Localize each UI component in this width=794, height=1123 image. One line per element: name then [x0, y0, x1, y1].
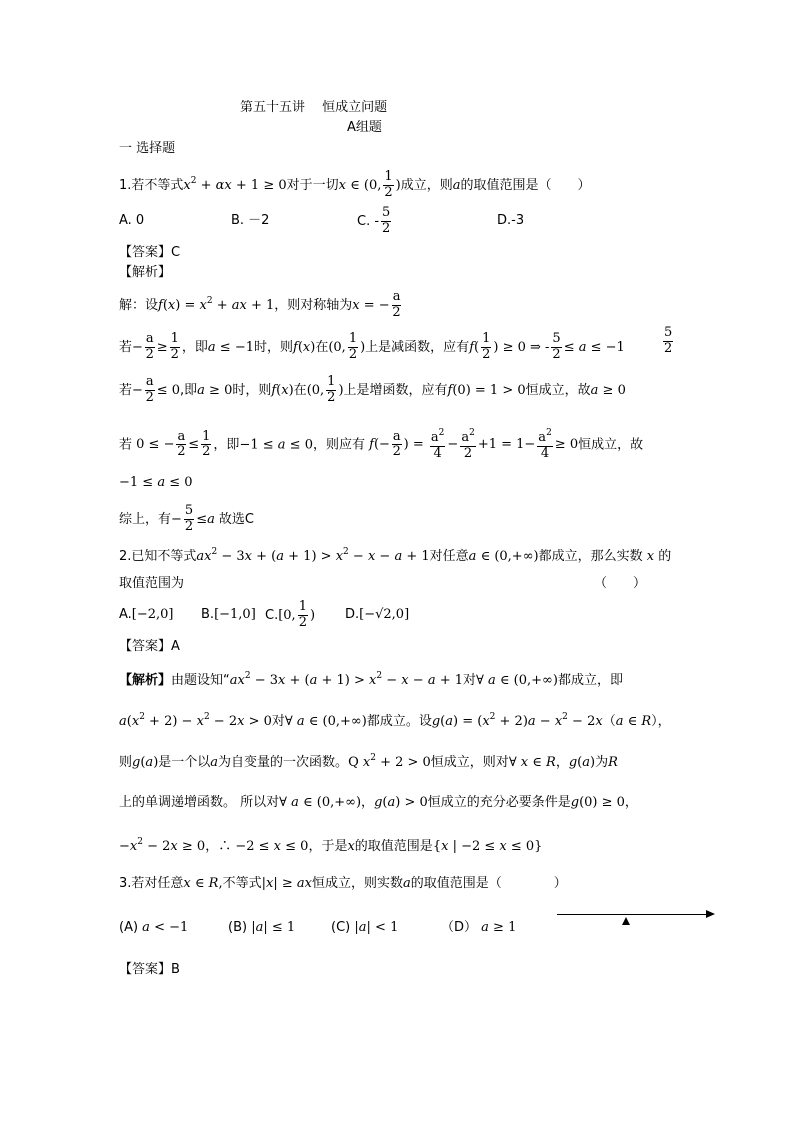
- q1-option-d: D.-3: [497, 213, 525, 228]
- q2-answer: 【答案】A: [119, 639, 180, 654]
- q2-option-b: B.[−1,0]: [201, 607, 256, 622]
- q2-analysis-line5: $-x^2 - 2x \ge 0$，∴ −2 ≤ x ≤ 0，于是x的取值范围是{x | −2 ≤ x ≤ 0}: [119, 837, 543, 854]
- q2-option-c: C.[0, $\frac{1}{2}$ ): [265, 599, 316, 630]
- q1-case-2: 若− $\frac{a}{2}$ ≤ 0,即a ≥ 0时，则f(x)在(0, $\frac{1}{2}$ )上是增函数，应有f(0) = 1 > 0恒成立，故a ≥ 0: [119, 374, 626, 405]
- q3-option-c: (C) |a| < 1: [331, 920, 399, 935]
- q3-stem: 3.若对任意x ∈ R,不等式|x| ≥ ax恒成立，则实数a的取值范围是（ ）: [119, 876, 567, 891]
- page-subtitle: A组题: [347, 120, 382, 135]
- q1-case-3: 若 0 ≤ − $\frac{a}{2}$ ≤ $\frac{1}{2}$ ，即−1 ≤ a ≤ 0，则应有 f(− $\frac{a}{2}$ ) = $\frac{a^2}{4}$ − $\frac{a^2}{2}$ +1 = 1− $\frac{a^2}{4}$ ≥ 0恒成立，故: [119, 428, 644, 461]
- q3-option-b: (B) |a| ≤ 1: [228, 920, 296, 935]
- q2-analysis-line1: 【解析】由题设知“$ax^2 - 3x + (a + 1) > x^2 - x - a + 1$对∀ a ∈ (0,+∞)都成立，即: [119, 671, 623, 688]
- q1-analysis-label: 【解析】: [119, 265, 172, 280]
- q1-case-3-result: −1 ≤ a ≤ 0: [119, 475, 193, 490]
- q2-analysis-line3: 则g(a)是一个以a为自变量的一次函数。Q $x^2 + 2 > 0$恒成立，则对∀ x ∈ R，g(a)为R: [119, 753, 618, 770]
- q3-answer: 【答案】B: [119, 962, 180, 977]
- q2-analysis-line4: 上的单调递增函数。 所以对∀ a ∈ (0,+∞)，g(a) > 0恒成立的充分必要条件是g(0) ≥ 0，: [119, 795, 638, 810]
- q1-case-1-overflow-fraction: $\frac{5}{2}$: [664, 325, 673, 356]
- q2-option-d: D.[−√2,0]: [345, 607, 410, 622]
- triangle-marker-icon: [622, 917, 630, 925]
- q1-stem: 1.若不等式$x^2 + \alpha x + 1 \ge 0$对于一切x ∈ (0, $\frac{1}{2}$ )成立，则a的取值范围是（ ）: [119, 169, 591, 200]
- q2-stem: 2.已知不等式$ax^2 - 3x + (a + 1) > x^2 - x - a + 1$对任意a ∈ (0,+∞)都成立，那么实数 x 的: [119, 547, 672, 564]
- q1-option-c: C. - $\frac{5}{2}$: [357, 205, 391, 236]
- section-heading: 一 选择题: [119, 141, 176, 156]
- number-line: [557, 914, 707, 915]
- q2-answer-paren: （ ）: [594, 576, 647, 591]
- q1-option-a: A. 0: [119, 213, 145, 228]
- q3-option-d: （D） a ≥ 1: [441, 920, 517, 935]
- q1-case-1: 若− $\frac{a}{2}$ ≥ $\frac{1}{2}$ ，即a ≤ −1时，则f(x)在(0, $\frac{1}{2}$ )上是减函数，应有f( $\frac{1}{2}$ ) ≥ 0 ⇒ - $\frac{5}{2}$ ≤ a ≤ −1: [119, 331, 625, 362]
- q2-option-a: A.[−2,0]: [119, 607, 174, 622]
- number-line-arrow-icon: [706, 910, 715, 918]
- q2-analysis-line2: $a(x^2 + 2) - x^2 - 2x > 0$对∀ a ∈ (0,+∞)都成立。设$g(a) = (x^2 + 2)a - x^2 - 2x(a$ ∈ R），: [119, 712, 671, 729]
- q2-stem-line2: 取值范围为: [119, 576, 185, 591]
- q1-answer: 【答案】C: [119, 245, 181, 260]
- page-title: 第五十五讲 恒成立问题: [240, 100, 388, 115]
- q1-solution-intro: 解：设$f(x) = x^2$ + ax + 1，则对称轴为x = − $\frac{a}{2}$: [119, 289, 401, 320]
- q1-option-b: B. －2: [231, 213, 270, 228]
- q1-conclusion: 综上，有− $\frac{5}{2}$ ≤a 故选C: [119, 503, 254, 534]
- q3-option-a: (A) a < −1: [119, 920, 189, 935]
